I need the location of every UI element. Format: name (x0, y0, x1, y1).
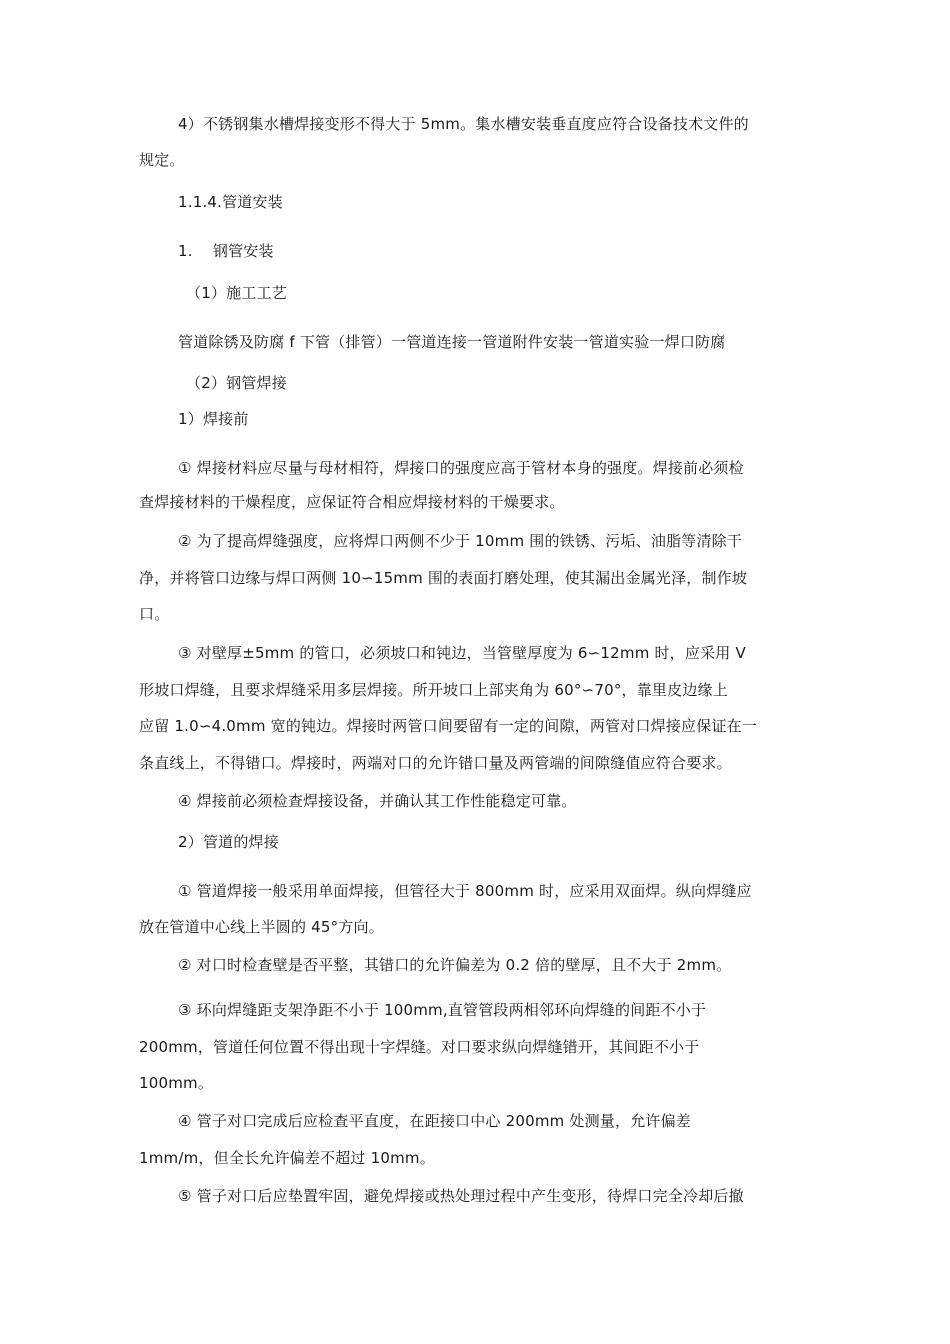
paragraph-line: 查焊接材料的干燥程度，应保证符合相应焊接材料的干燥要求。 (139, 493, 565, 511)
paragraph-line: ③ 对壁厚±5mm 的管口，必须坡口和钝边，当管壁厚度为 6∽12mm 时，应采用 V (178, 644, 746, 662)
section-heading: 1.1.4.管道安装 (178, 193, 283, 211)
paragraph-line: 4）不锈钢集水槽焊接变形不得大于 5mm。集水槽安装垂直度应符合设备技术文件的 (178, 115, 749, 133)
paragraph-line: ① 管道焊接一般采用单面焊接，但管径大于 800mm 时，应采用双面焊。纵向焊缝应 (178, 882, 752, 900)
paragraph-line: ⑤ 管子对口后应垫置牢固，避免焊接或热处理过程中产生变形，待焊口完全冷却后撤 (178, 1187, 744, 1205)
paragraph-line: ① 焊接材料应尽量与母材相符，焊接口的强度应高于管材本身的强度。焊接前必须检 (178, 459, 744, 477)
paragraph-line: 形坡口焊缝，且要求焊缝采用多层焊接。所开坡口上部夹角为 60°∽70°，靠里皮边缘上 (139, 681, 728, 699)
paragraph-line: 放在管道中心线上半圆的 45°方向。 (139, 918, 384, 936)
paragraph-line: ③ 环向焊缝距支架净距不小于 100mm,直管管段两相邻环向焊缝的间距不小于 (178, 1001, 707, 1019)
paragraph-line: ④ 管子对口完成后应检查平直度，在距接口中心 200mm 处测量，允许偏差 (178, 1112, 692, 1130)
step-heading: 1）焊接前 (178, 410, 249, 428)
paragraph-line: 规定。 (139, 151, 185, 169)
paragraph-line: 1mm/m，但全长允许偏差不超过 10mm。 (139, 1149, 435, 1167)
paragraph-line: 条直线上，不得错口。焊接时，两端对口的允许错口量及两管端的间隙缝值应符合要求。 (139, 754, 732, 772)
paragraph-line: 口。 (139, 605, 170, 623)
step-heading: 2）管道的焊接 (178, 833, 279, 851)
process-flow-text: 管道除锈及防腐 f 下管（排管）一管道连接一管道附件安装一管道实验一焊口防腐 (178, 333, 726, 351)
subsection-heading: （2）钢管焊接 (186, 374, 287, 392)
paragraph-line: ④ 焊接前必须检查焊接设备，并确认其工作性能稳定可靠。 (178, 792, 577, 810)
list-item-heading: 1. 钢管安装 (178, 242, 274, 260)
paragraph-line: 200mm，管道任何位置不得出现十字焊缝。对口要求纵向焊缝错开，其间距不小于 (139, 1038, 700, 1056)
paragraph-line: 应留 1.0∽4.0mm 宽的钝边。焊接时两管口间要留有一定的间隙，两管对口焊接应保证在一 (139, 717, 758, 735)
subsection-heading: （1）施工工艺 (186, 284, 287, 302)
paragraph-line: 净，并将管口边缘与焊口两侧 10∽15mm 围的表面打磨处理，使其漏出金属光泽，制作坡 (139, 569, 748, 587)
paragraph-line: 100mm。 (139, 1074, 214, 1092)
paragraph-line: ② 对口时检查壁是否平整，其错口的允许偏差为 0.2 倍的壁厚，且不大于 2mm。 (178, 956, 732, 974)
paragraph-line: ② 为了提高焊缝强度，应将焊口两侧不少于 10mm 围的铁锈、污垢、油脂等清除干 (178, 532, 743, 550)
